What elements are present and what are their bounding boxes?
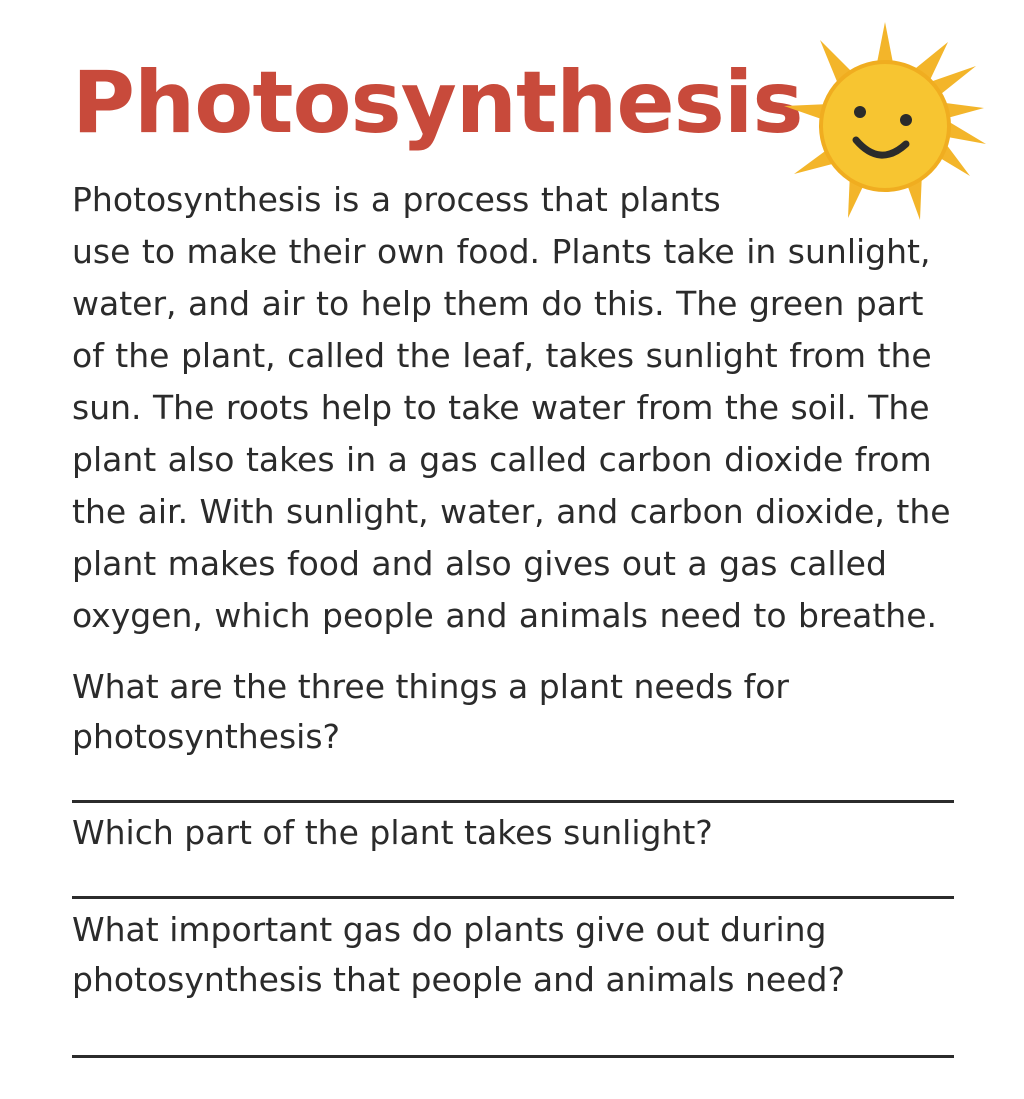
sun-right-eye [900, 114, 912, 126]
page-title: Photosynthesis [72, 53, 803, 153]
answer-line-2[interactable] [72, 896, 954, 899]
question-1: What are the three things a plant needs for photosynthesis? [72, 667, 789, 756]
sun-left-eye [854, 106, 866, 118]
passage-first-line: Photosynthesis is a process that plants [72, 180, 721, 219]
reading-passage [72, 174, 952, 642]
question-2: Which part of the plant takes sunlight? [72, 813, 713, 852]
question-3: What important gas do plants give out during photosynthesis that people and animals need? [72, 910, 845, 999]
answer-line-3[interactable] [72, 1055, 954, 1058]
answer-line-1[interactable] [72, 800, 954, 803]
passage-body: use to make their own food. Plants take in sunlight, water, and air to help them do this. The green part of the plant, called the leaf, takes sunlight from the sun. The roots help to take water from the soil. The plant also takes in a gas called carbon dioxide from the air. With sunlight, water, and carbon dioxide, the plant makes food and also gives out a gas called oxygen, which people and animals need to breathe. [72, 232, 951, 635]
